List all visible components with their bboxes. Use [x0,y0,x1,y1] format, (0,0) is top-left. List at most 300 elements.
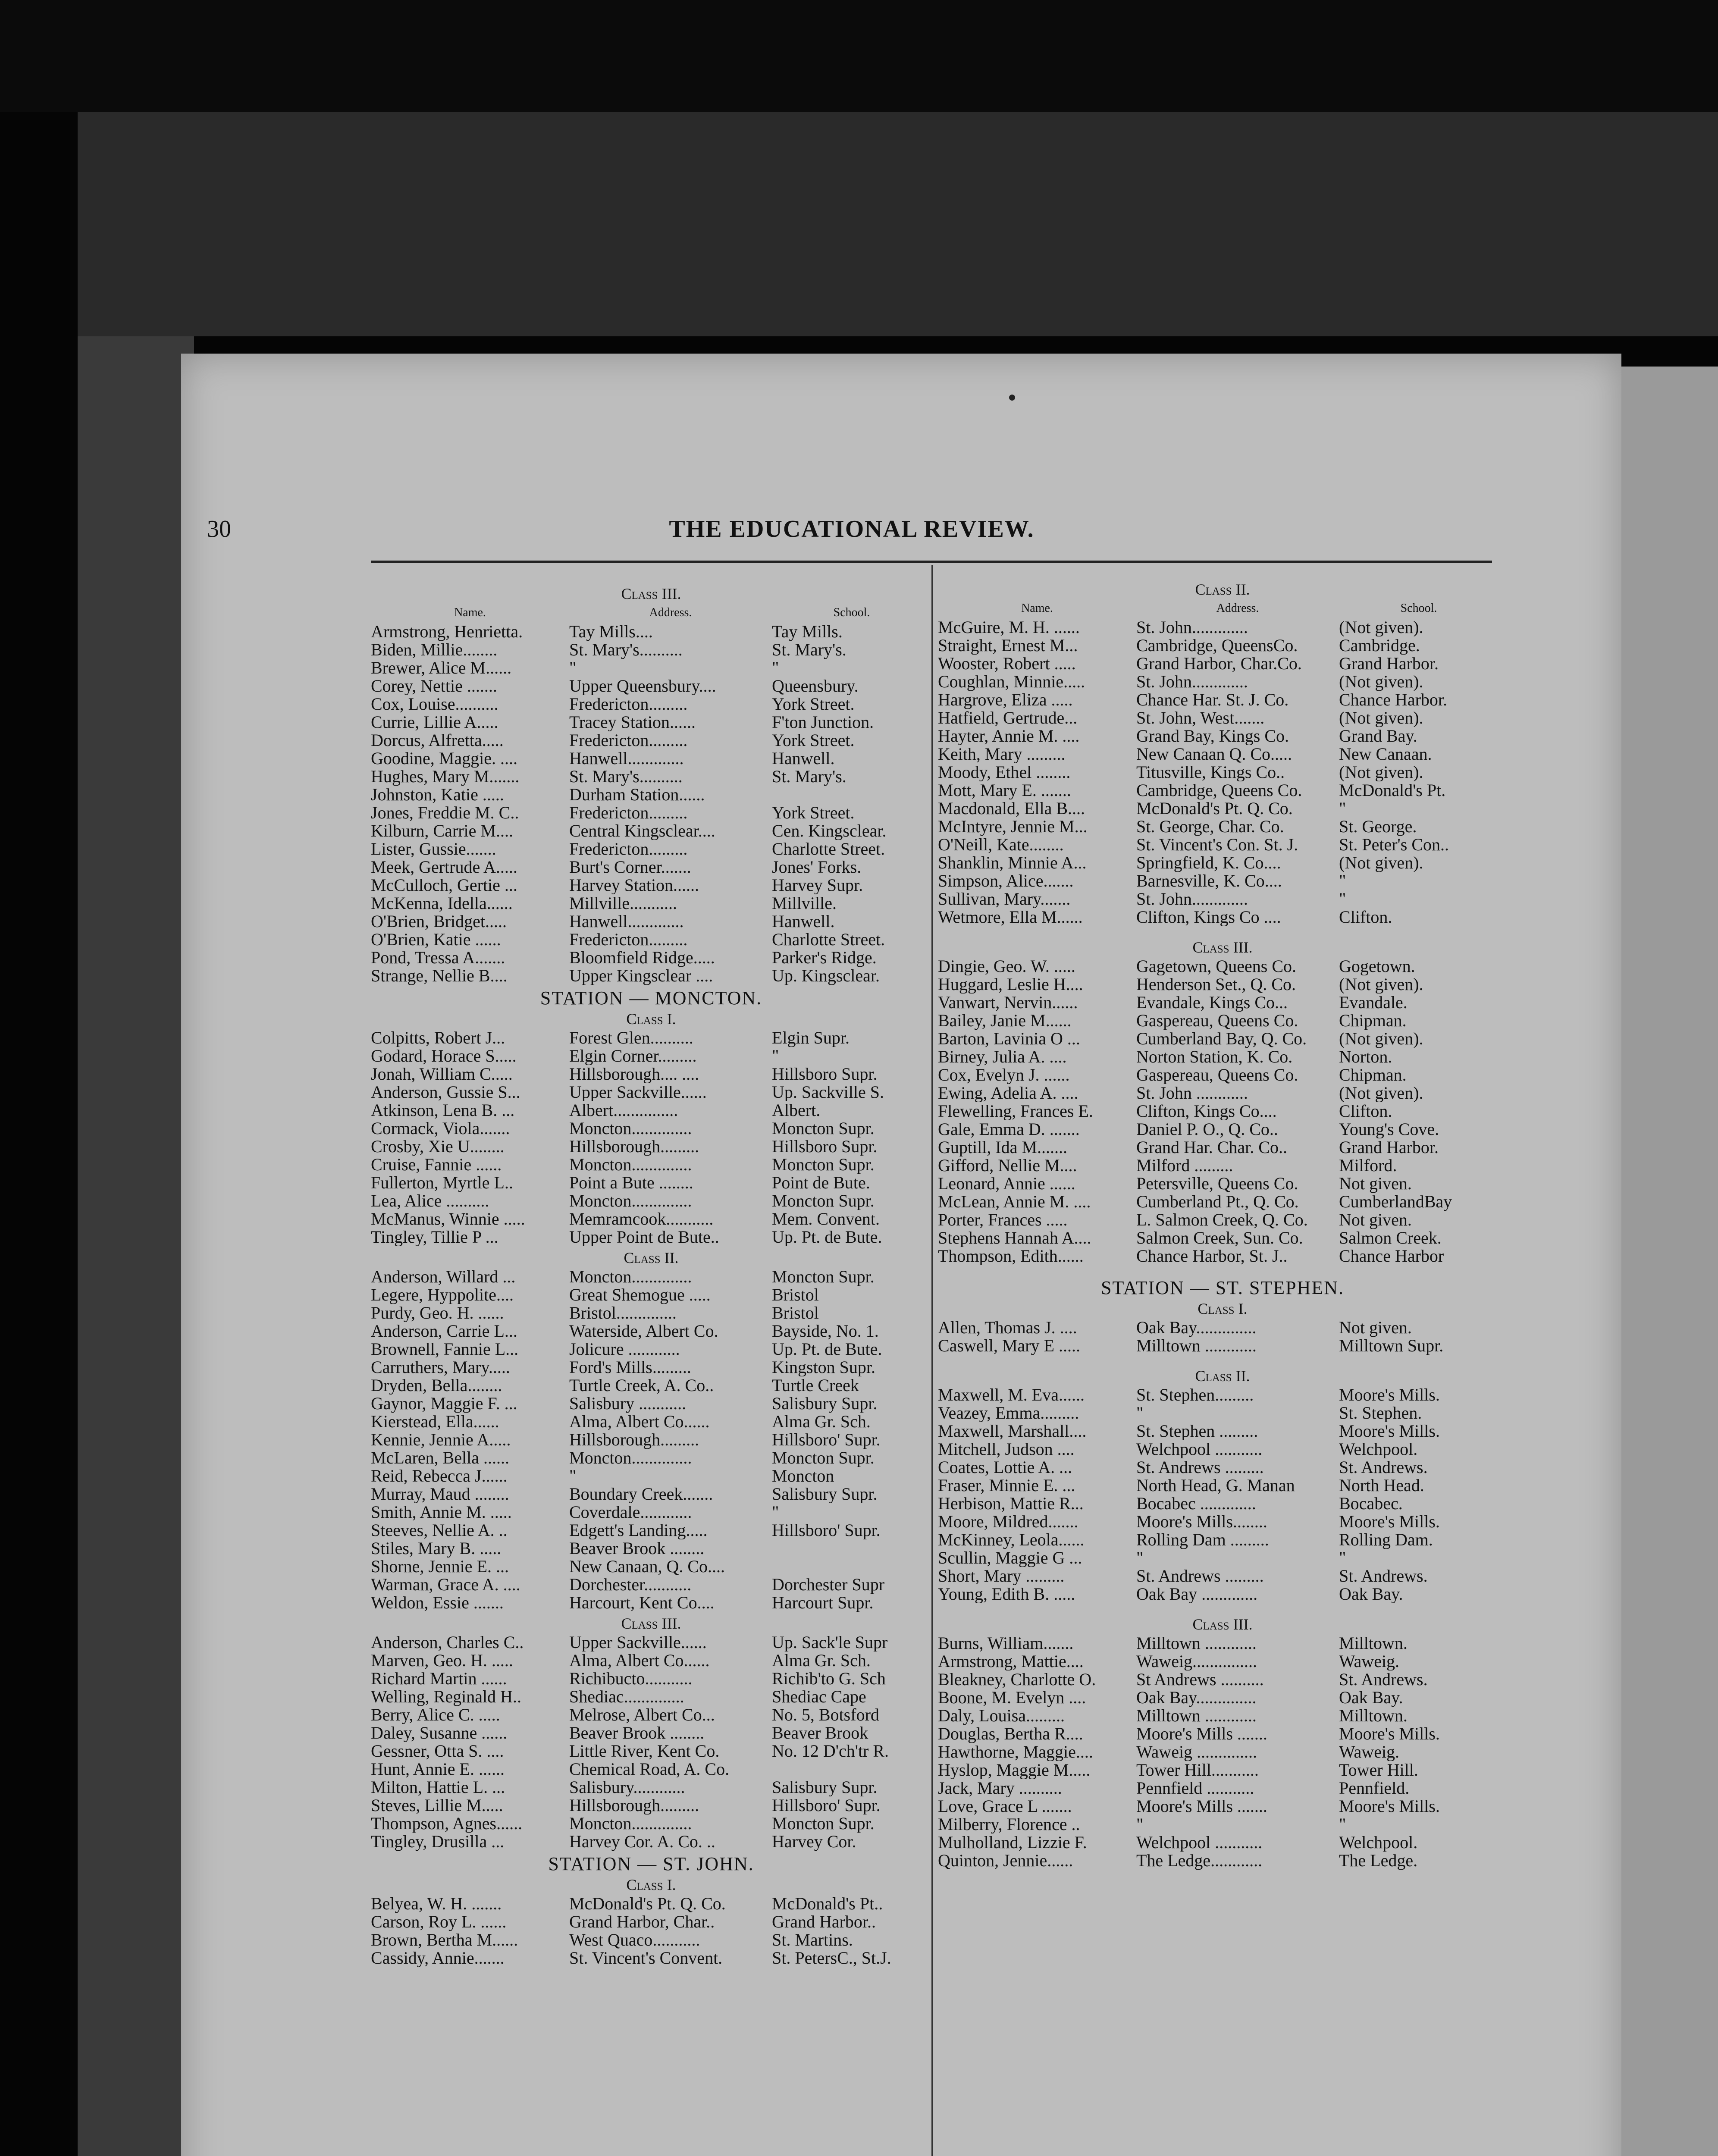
student-address: St. Mary's.......... [569,768,683,786]
student-school: Moore's Mills. [1339,1725,1440,1743]
student-name: Wetmore, Ella M...... [938,908,1083,926]
student-address: Cambridge, Queens Co. [1136,781,1302,799]
student-row [938,1084,1507,1102]
student-address: " [569,659,577,677]
student-school: St. Andrews. [1339,1458,1428,1476]
student-row [371,1594,931,1612]
student-name: Cruise, Fannie ...... [371,1156,502,1174]
student-list [371,1029,931,1246]
school-header: School. [833,606,870,619]
class-heading: Class III. [621,585,681,602]
student-address: Moncton.............. [569,1119,692,1138]
student-address: Welchpool ........... [1136,1833,1263,1852]
student-school: St. Stephen. [1339,1404,1422,1422]
student-row [938,1066,1507,1084]
student-name: Dingie, Geo. W. ..... [938,957,1075,975]
student-address: Upper Point de Bute.. [569,1228,719,1246]
student-row [371,822,931,840]
student-row [938,1193,1507,1211]
student-row [371,1304,931,1322]
student-name: Mitchell, Judson .... [938,1440,1075,1458]
student-school: Salisbury Supr. [772,1485,878,1503]
student-school: Tay Mills. [772,623,843,641]
student-school: Chance Harbor. [1339,691,1448,709]
student-name: Birney, Julia A. .... [938,1048,1067,1066]
student-school: Salmon Creek. [1339,1229,1442,1247]
student-school: North Head. [1339,1476,1424,1495]
student-school: No. 5, Botsford [772,1706,879,1724]
student-row [938,1156,1507,1175]
student-name: Coates, Lottie A. ... [938,1458,1072,1476]
student-name: Guptill, Ida M....... [938,1138,1067,1156]
student-name: Porter, Frances ..... [938,1211,1068,1229]
student-address: St. Vincent's Con. St. J. [1136,836,1298,854]
student-name: Strange, Nellie B.... [371,967,508,985]
student-school: Grand Harbor. [1339,1138,1439,1156]
student-address: Hillsborough......... [569,1796,699,1814]
student-row [371,749,931,768]
student-address: Salmon Creek, Sun. Co. [1136,1229,1303,1247]
student-name: Cassidy, Annie....... [371,1949,505,1967]
student-school: Bristol [772,1304,819,1322]
student-name: Gaynor, Maggie F. ... [371,1395,517,1413]
spacer [938,1265,1507,1275]
student-row [938,1513,1507,1531]
student-address: St. Stephen......... [1136,1386,1254,1404]
student-row [371,1065,931,1083]
student-row [938,1422,1507,1440]
student-address: Chance Harbor, St. J.. [1136,1247,1288,1265]
student-name: Anderson, Gussie S... [371,1083,520,1101]
student-name: Carson, Roy L. ...... [371,1913,507,1931]
student-name: Macdonald, Ella B.... [938,799,1085,818]
student-address: Oak Bay ............. [1136,1585,1258,1603]
student-school: Hanwell. [772,749,835,768]
student-school: " [772,1047,779,1065]
student-row [938,781,1507,799]
student-address: Pennfield ........... [1136,1779,1254,1797]
student-address: L. Salmon Creek, Q. Co. [1136,1211,1308,1229]
student-school: Turtle Creek [772,1376,859,1395]
student-name: Gifford, Nellie M.... [938,1156,1077,1175]
student-address: St. John............. [1136,618,1248,636]
student-row [938,1707,1507,1725]
student-name: Fullerton, Myrtle L.. [371,1174,513,1192]
student-school: Rolling Dam. [1339,1531,1433,1549]
student-school: Grand Harbor. [1339,655,1439,673]
student-school: Moncton Supr. [772,1449,875,1467]
student-school: The Ledge. [1339,1852,1418,1870]
student-row [938,636,1507,655]
student-row [371,1192,931,1210]
student-name: Lea, Alice .......... [371,1192,489,1210]
student-school: " [1339,1549,1346,1567]
student-school: Waweig. [1339,1743,1400,1761]
student-name: Berry, Alice C. ..... [371,1706,500,1724]
student-row [371,731,931,749]
student-school: Dorchester Supr [772,1576,885,1594]
student-school: F'ton Junction. [772,713,874,731]
student-row [938,1120,1507,1138]
student-name: Straight, Ernest M... [938,636,1078,655]
student-name: Crosby, Xie U........ [371,1138,505,1156]
student-name: Bailey, Janie M...... [938,1012,1072,1030]
student-name: Kierstead, Ella...... [371,1413,499,1431]
student-school: Millville. [772,894,837,912]
class-heading: Class II. [624,1249,679,1266]
student-row [371,1760,931,1778]
student-address: Springfield, K. Co.... [1136,854,1281,872]
student-row [938,691,1507,709]
student-row [938,1852,1507,1870]
student-address: Waterside, Albert Co. [569,1322,718,1340]
student-row [371,1557,931,1576]
address-header: Address. [649,606,692,619]
student-address: West Quaco........... [569,1931,700,1949]
student-name: Hyslop, Maggie M..... [938,1761,1091,1779]
student-name: Warman, Grace A. .... [371,1576,520,1594]
student-school: Kingston Supr. [772,1358,876,1376]
student-row [938,1531,1507,1549]
student-school: Evandale. [1339,993,1408,1012]
student-name: Keith, Mary ......... [938,745,1066,763]
student-school: St. George. [1339,818,1417,836]
student-row [938,1634,1507,1652]
student-name: Quinton, Jennie...... [938,1852,1073,1870]
student-name: Currie, Lillie A..... [371,713,498,731]
student-name: O'Neill, Kate........ [938,836,1064,854]
student-name: Hatfield, Gertrude... [938,709,1078,727]
student-list [938,1634,1507,1870]
student-school [772,786,931,804]
student-name: Hunt, Annie E. ...... [371,1760,505,1778]
student-row [371,1210,931,1228]
student-school: (Not given). [1339,975,1423,993]
student-row [938,727,1507,745]
student-name: Atkinson, Lena B. ... [371,1101,515,1119]
student-school: St. Andrews. [1339,1670,1428,1689]
student-school: Charlotte Street. [772,840,885,858]
student-name: Anderson, Willard ... [371,1268,516,1286]
student-school: Up. Sackville S. [772,1083,884,1101]
student-school: Harvey Cor. [772,1833,856,1851]
student-name: Bleakney, Charlotte O. [938,1670,1096,1689]
student-name: Pond, Tressa A....... [371,949,505,967]
student-row [371,1322,931,1340]
student-school: Milltown. [1339,1634,1408,1652]
student-row [938,1549,1507,1567]
student-row [938,1102,1507,1120]
student-row [371,912,931,931]
student-row [371,1268,931,1286]
student-address: Upper Kingsclear .... [569,967,713,985]
student-school: Charlotte Street. [772,931,885,949]
student-address: Shediac.............. [569,1688,684,1706]
student-school: Milltown Supr. [1339,1337,1444,1355]
student-address: Waweig .............. [1136,1743,1257,1761]
student-address: Moncton.............. [569,1156,692,1174]
student-name: Brewer, Alice M...... [371,659,512,677]
student-name: Simpson, Alice....... [938,872,1074,890]
student-address: St. John............. [1136,673,1248,691]
student-school: " [1339,1815,1346,1833]
student-list [938,1319,1507,1355]
class-heading: Class III. [1192,939,1253,956]
student-row [371,641,931,659]
student-row [371,931,931,949]
spacer [938,1603,1507,1613]
student-name: Anderson, Carrie L... [371,1322,517,1340]
student-school: Up. Sack'le Supr [772,1633,888,1651]
student-school: Tower Hill. [1339,1761,1418,1779]
student-school: McDonald's Pt.. [772,1895,883,1913]
student-school: Young's Cove. [1339,1120,1439,1138]
student-name: McLean, Annie M. .... [938,1193,1091,1211]
student-row [938,1030,1507,1048]
student-address: Moncton.............. [569,1268,692,1286]
student-name: Cox, Louise.......... [371,695,498,713]
student-school: (Not given). [1339,1030,1423,1048]
student-address: Grand Harbor, Char.Co. [1136,655,1302,673]
student-address: Hanwell............. [569,749,684,768]
student-address: Upper Sackville...... [569,1083,707,1101]
student-school: Gogetown. [1339,957,1415,975]
class-heading: Class III. [1192,1616,1253,1633]
student-row [371,1358,931,1376]
student-name: O'Brien, Bridget..... [371,912,507,931]
publication-title: THE EDUCATIONAL REVIEW. [669,516,1035,542]
student-name: Steeves, Nellie A. .. [371,1521,508,1539]
student-address: Gaspereau, Queens Co. [1136,1012,1298,1030]
student-school: Up. Pt. de Bute. [772,1228,882,1246]
student-row [938,1779,1507,1797]
student-name: Mott, Mary E. ....... [938,781,1071,799]
student-row [938,1458,1507,1476]
student-school: Chipman. [1339,1066,1407,1084]
student-school: Clifton. [1339,1102,1392,1120]
student-row [938,908,1507,926]
left-column [371,582,931,1967]
student-row [371,1413,931,1431]
student-name: Jones, Freddie M. C.. [371,804,519,822]
student-name: Hayter, Annie M. .... [938,727,1080,745]
page-number: 30 [207,516,231,542]
student-name: Lister, Gussie....... [371,840,496,858]
student-address: Upper Queensbury.... [569,677,716,695]
student-name: Short, Mary ......... [938,1567,1065,1585]
student-address: " [569,1467,577,1485]
student-row [938,1815,1507,1833]
student-address: " [1136,1815,1144,1833]
student-school: Milford. [1339,1156,1397,1175]
name-header: Name. [1021,602,1053,615]
student-name: Flewelling, Frances E. [938,1102,1093,1120]
student-address: Fredericton......... [569,731,688,749]
student-name: Legere, Hyppolite.... [371,1286,514,1304]
student-school: Hillsboro' Supr. [772,1521,881,1539]
student-name: Thompson, Agnes...... [371,1814,523,1833]
student-row [371,1431,931,1449]
student-name: Richard Martin ...... [371,1670,507,1688]
student-address: Alma, Albert Co...... [569,1651,710,1670]
student-address: Burt's Corner....... [569,858,691,876]
student-row [371,1156,931,1174]
student-school: (Not given). [1339,763,1423,781]
header-rule [371,561,1492,563]
student-row [371,1138,931,1156]
student-row [371,1047,931,1065]
student-name: Dryden, Bella........ [371,1376,502,1395]
student-row [938,763,1507,781]
student-name: Purdy, Geo. H. ...... [371,1304,504,1322]
class-heading: Class II. [1195,1367,1250,1385]
student-row [938,1797,1507,1815]
student-name: Godard, Horace S..... [371,1047,517,1065]
student-address: Chance Har. St. J. Co. [1136,691,1289,709]
student-address: Melrose, Albert Co... [569,1706,715,1724]
student-name: Hawthorne, Maggie.... [938,1743,1093,1761]
student-address: Fredericton......... [569,695,688,713]
student-name: Caswell, Mary E ..... [938,1337,1080,1355]
student-address: Beaver Brook ........ [569,1539,705,1557]
student-school: Elgin Supr. [772,1029,850,1047]
student-name: Carruthers, Mary..... [371,1358,510,1376]
student-school: Grand Harbor.. [772,1913,876,1931]
student-school: Not given. [1339,1319,1412,1337]
student-name: Armstrong, Henrietta. [371,623,523,641]
student-row [371,876,931,894]
student-address: Norton Station, K. Co. [1136,1048,1293,1066]
student-row [371,1449,931,1467]
student-row [371,1119,931,1138]
student-name: Daley, Susanne ...... [371,1724,508,1742]
student-address: St. George, Char. Co. [1136,818,1284,836]
student-address: Cumberland Bay, Q. Co. [1136,1030,1307,1048]
student-row [938,1319,1507,1337]
student-row [371,1174,931,1192]
student-name: McGuire, M. H. ...... [938,618,1080,636]
student-school: Hillsboro' Supr. [772,1796,881,1814]
student-school: Not given. [1339,1175,1412,1193]
student-list [938,957,1507,1265]
address-header: Address. [1216,602,1259,615]
student-row [371,786,931,804]
student-row [371,1395,931,1413]
student-name: Fraser, Minnie E. ... [938,1476,1075,1495]
class-heading: Class II. [1195,581,1250,598]
student-address: North Head, G. Manan [1136,1476,1295,1495]
student-school: " [1339,799,1346,818]
student-school: Alma Gr. Sch. [772,1651,871,1670]
student-name: Murray, Maud ........ [371,1485,509,1503]
student-address: Fredericton......... [569,931,688,949]
student-school: Welchpool. [1339,1440,1418,1458]
student-address: Henderson Set., Q. Co. [1136,975,1296,993]
student-school: Harvey Supr. [772,876,863,894]
student-name: Kilburn, Carrie M.... [371,822,513,840]
student-name: Gale, Emma D. ....... [938,1120,1080,1138]
student-name: Goodine, Maggie. .... [371,749,517,768]
student-school: Moncton [772,1467,834,1485]
student-row [938,890,1507,908]
student-row [938,1138,1507,1156]
student-name: Tingley, Drusilla ... [371,1833,505,1851]
student-address: Titusville, Kings Co.. [1136,763,1285,781]
student-row [938,709,1507,727]
student-address: The Ledge............ [1136,1852,1263,1870]
student-row [371,713,931,731]
student-name: Cormack, Viola....... [371,1119,510,1138]
student-address: Grand Har. Char. Co.. [1136,1138,1287,1156]
student-address: Jolicure ............ [569,1340,680,1358]
student-address: Edgett's Landing..... [569,1521,708,1539]
student-name: Shanklin, Minnie A... [938,854,1087,872]
student-row [938,836,1507,854]
student-school: Pennfield. [1339,1779,1410,1797]
film-background-band [78,112,1718,336]
student-row [938,1670,1507,1689]
student-list [371,1895,931,1967]
student-school: Alma Gr. Sch. [772,1413,871,1431]
student-row [371,1633,931,1651]
student-row [371,1949,931,1967]
student-school: (Not given). [1339,854,1423,872]
student-school: Milltown. [1339,1707,1408,1725]
student-row [371,1539,931,1557]
student-school: Moncton Supr. [772,1814,875,1833]
student-address: McDonald's Pt. Q. Co. [569,1895,726,1913]
student-address: Salisbury............ [569,1778,685,1796]
student-row [371,1913,931,1931]
spacer [938,926,1507,936]
student-address: " [1136,1549,1144,1567]
student-list [938,618,1507,926]
student-row [371,1467,931,1485]
student-address: Great Shemogue ..... [569,1286,711,1304]
student-address: Milltown ............ [1136,1634,1257,1652]
student-row [938,618,1507,636]
student-name: Hargrove, Eliza ..... [938,691,1073,709]
student-name: Thompson, Edith...... [938,1247,1084,1265]
student-address: Dorchester........... [569,1576,692,1594]
student-name: McIntyre, Jennie M... [938,818,1088,836]
student-school: Salisbury Supr. [772,1778,878,1796]
student-name: Coughlan, Minnie..... [938,673,1085,691]
student-school: St. Peter's Con.. [1339,836,1449,854]
student-school: Norton. [1339,1048,1392,1066]
student-school [772,1539,931,1557]
student-address: Fredericton......... [569,804,688,822]
student-school: Grand Bay. [1339,727,1417,745]
student-name: Steves, Lillie M..... [371,1796,503,1814]
student-school: Hillsboro Supr. [772,1065,878,1083]
student-name: McLaren, Bella ...... [371,1449,509,1467]
student-address: Richibucto........... [569,1670,693,1688]
student-school: Moncton Supr. [772,1119,875,1138]
student-row [371,623,931,641]
student-row [371,858,931,876]
student-row [371,967,931,985]
student-name: Veazey, Emma......... [938,1404,1079,1422]
student-school: Welchpool. [1339,1833,1418,1852]
student-address: Bloomfield Ridge..... [569,949,715,967]
student-row [938,1743,1507,1761]
student-school: St. PetersC., St.J. [772,1949,891,1967]
student-school: " [1339,890,1346,908]
student-address: Petersville, Queens Co. [1136,1175,1298,1193]
student-list [371,1268,931,1612]
student-school: Moncton Supr. [772,1156,875,1174]
